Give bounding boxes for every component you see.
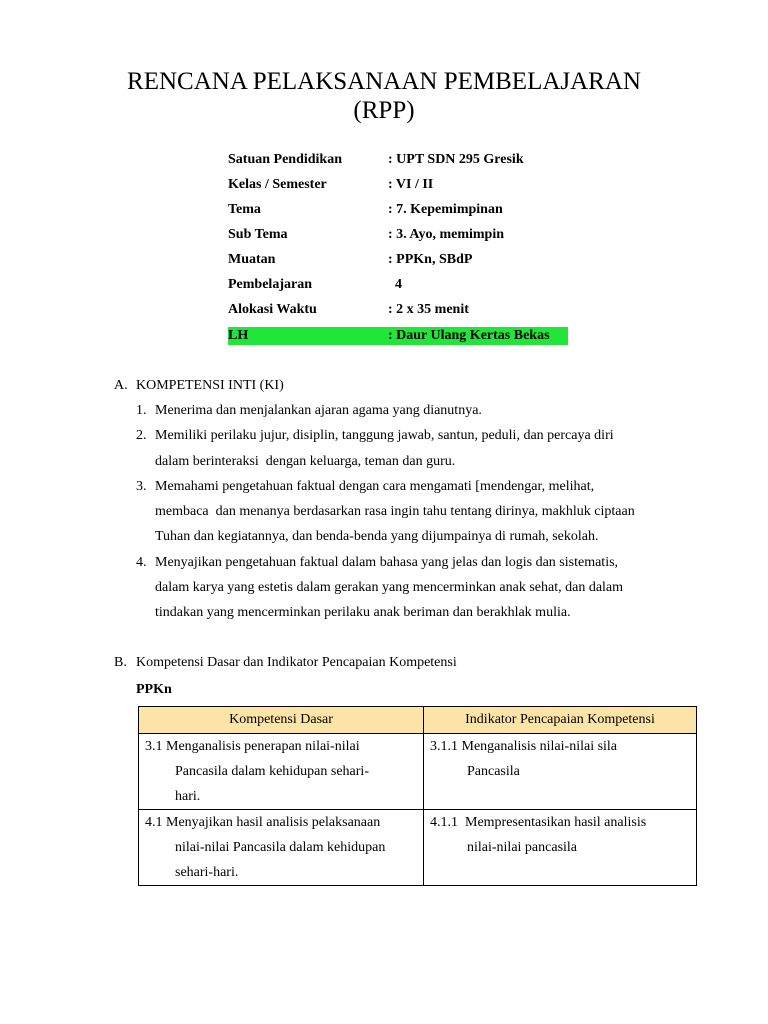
table-header-row: [139, 707, 697, 734]
table-row: [139, 810, 697, 886]
ki-item-line: Menerima dan menjalankan ajaran agama yang dianutnya.: [155, 403, 482, 418]
kd-cell-line: 4.1 Menyajikan hasil analisis pelaksanaan: [145, 815, 381, 830]
info-label: Satuan Pendidikan: [228, 152, 342, 167]
info-label: Sub Tema: [228, 227, 288, 242]
table-header-kd: Kompetensi Dasar: [139, 707, 424, 734]
ki-item-number: 2.: [136, 428, 147, 443]
page-title: RENCANA PELAKSANAAN PEMBELAJARAN: [127, 68, 641, 95]
info-label: LH: [228, 328, 249, 343]
section-b-heading: Kompetensi Dasar dan Indikator Pencapaian Kompetensi: [136, 655, 457, 670]
info-value: : UPT SDN 295 Gresik: [388, 152, 524, 167]
info-label: Alokasi Waktu: [228, 302, 317, 317]
ipk-cell: [424, 810, 697, 886]
info-label: Muatan: [228, 252, 276, 267]
ki-item-line: Memiliki perilaku jujur, disiplin, tanggung jawab, santun, peduli, dan percaya diri: [155, 428, 614, 443]
ipk-cell-line: 3.1.1 Menganalisis nilai-nilai sila: [430, 739, 618, 754]
info-value: : 7. Kepemimpinan: [388, 202, 503, 217]
ki-item-line: tindakan yang mencerminkan perilaku anak beriman dan berakhlak mulia.: [155, 605, 571, 620]
info-label: Pembelajaran: [228, 277, 312, 292]
kd-cell-line: hari.: [175, 789, 201, 804]
ki-item-line: membaca dan menanya berdasarkan rasa ingin tahu tentang dirinya, makhluk ciptaan: [155, 504, 635, 519]
kd-cell-line: Pancasila dalam kehidupan sehari-: [175, 764, 369, 779]
ipk-cell-line: 4.1.1 Mempresentasikan hasil analisis: [430, 815, 647, 830]
kd-cell: [139, 734, 424, 810]
table-row: [139, 734, 697, 810]
page-subtitle: (RPP): [353, 97, 415, 124]
ki-item-line: dalam karya yang estetis dalam gerakan yang mencerminkan anak sehat, dan dalam: [155, 580, 624, 595]
kd-cell-line: 3.1 Menganalisis penerapan nilai-nilai: [145, 739, 360, 754]
subject-heading: PPKn: [136, 682, 172, 697]
ki-item-line: Tuhan dan kegiatannya, dan benda-benda yang dijumpainya di rumah, sekolah.: [155, 529, 599, 544]
ki-item-number: 1.: [136, 403, 147, 418]
ipk-cell: [424, 734, 697, 810]
table-header-ipk: Indikator Pencapaian Kompetensi: [424, 707, 697, 734]
section-b-marker: B.: [114, 655, 127, 670]
ki-item-line: Menyajikan pengetahuan faktual dalam bahasa yang jelas dan logis dan sistematis,: [155, 555, 619, 570]
kd-cell: [139, 810, 424, 886]
kd-cell-line: nilai-nilai Pancasila dalam kehidupan: [175, 840, 386, 855]
info-value: 4: [388, 277, 402, 292]
info-value: : 3. Ayo, memimpin: [388, 227, 505, 242]
ki-item-line: dalam berinteraksi dengan keluarga, teman dan guru.: [155, 454, 456, 469]
info-label: Tema: [228, 202, 261, 217]
ki-item-line: Memahami pengetahuan faktual dengan cara mengamati [mendengar, melihat,: [155, 479, 595, 494]
info-label: Kelas / Semester: [228, 177, 327, 192]
ipk-cell-line: nilai-nilai pancasila: [467, 840, 578, 855]
info-row-lh: [228, 327, 568, 345]
info-value: : 2 x 35 menit: [388, 302, 469, 317]
kd-ipk-table: [138, 706, 697, 886]
kd-cell-line: sehari-hari.: [175, 865, 239, 880]
ki-item-number: 4.: [136, 555, 147, 570]
info-value: : VI / II: [388, 177, 434, 192]
ipk-cell-line: Pancasila: [467, 764, 520, 779]
info-value: : Daur Ulang Kertas Bekas: [388, 328, 550, 343]
section-a-marker: A.: [114, 378, 128, 393]
info-value: : PPKn, SBdP: [388, 252, 473, 267]
section-a-heading: KOMPETENSI INTI (KI): [136, 378, 284, 393]
ki-item-number: 3.: [136, 479, 147, 494]
